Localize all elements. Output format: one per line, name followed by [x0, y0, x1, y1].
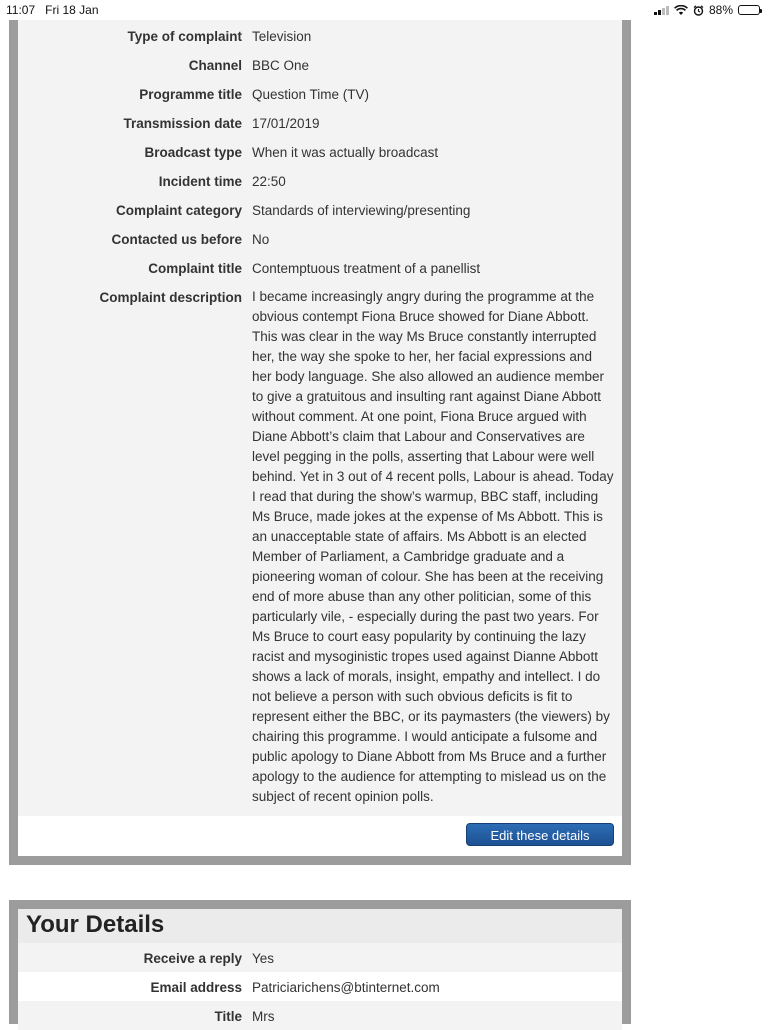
field-value: Television — [252, 29, 312, 44]
field-value: Patriciarichens@btinternet.com — [252, 980, 440, 995]
field-value: BBC One — [252, 58, 310, 73]
field-label: Title — [214, 1009, 242, 1024]
edit-details-button[interactable]: Edit these details — [466, 823, 614, 846]
complaint-summary-panel — [9, 20, 631, 865]
field-value: Standards of interviewing/presenting — [252, 203, 471, 218]
wifi-icon — [674, 5, 688, 16]
field-label: Broadcast type — [144, 145, 242, 160]
field-value: 22:50 — [252, 174, 286, 189]
field-row-channel — [18, 49, 622, 78]
field-value: Mrs — [252, 1009, 275, 1024]
status-indicators — [654, 3, 760, 17]
complaint-fields — [18, 20, 622, 816]
field-row-complaint-description — [18, 281, 622, 807]
field-row-email-address — [18, 972, 622, 1001]
field-row-complaint-title — [18, 252, 622, 281]
field-row-type-of-complaint — [18, 20, 622, 49]
field-value: 17/01/2019 — [252, 116, 320, 131]
battery-percent: 88% — [708, 3, 733, 17]
status-bar — [0, 0, 768, 20]
battery-icon — [738, 5, 760, 15]
field-row-broadcast-type — [18, 136, 622, 165]
section-heading: Your Details — [18, 909, 622, 943]
field-label: Complaint title — [148, 261, 242, 276]
field-label: Contacted us before — [111, 232, 242, 247]
field-value: Contemptuous treatment of a panellist — [252, 261, 481, 276]
field-label: Channel — [188, 58, 242, 73]
field-row-incident-time — [18, 165, 622, 194]
field-label: Programme title — [139, 87, 242, 102]
field-row-receive-a-reply — [18, 943, 622, 972]
field-row-transmission-date — [18, 107, 622, 136]
field-value: Question Time (TV) — [252, 87, 370, 102]
field-row-title — [18, 1001, 622, 1030]
button-bar — [18, 816, 622, 856]
field-value: Yes — [252, 951, 275, 966]
field-value: No — [252, 232, 270, 247]
field-label: Transmission date — [123, 116, 242, 131]
field-row-contacted-us-before — [18, 223, 622, 252]
field-row-programme-title — [18, 78, 622, 107]
complaint-description-text: I became increasingly angry during the programme at the obvious contempt Fiona Bruce showed for Diane Abbott. This was clear in the way Ms Bruce constantly interrupted her, the way she spoke to her, her facial expressions and her body language. She also allowed an audience member to give a gratuitous and insulting rant against Diane Abbott without comment. At one point, Fiona Bruce argued with Diane Abbott’s claim that Labour and Conservatives are level pegging in the polls, asserting that Labour were well behind. Yet in 3 out of 4 recent polls, Labour is ahead. Today I read that during the show’s warmup, BBC staff, including Ms Bruce, made jokes at the expense of Ms Abbott. This is an unacceptable state of affairs. Ms Abbott is an elected Member of Parliament, a Cambridge graduate and a pioneering woman of colour. She has been at the receiving end of more abuse than any other politician, some of this particularly vile, - especially during the past two years. For Ms Bruce to court easy popularity by continuing the lazy racist and mysoginistic tropes used against Dianne Abbott shows a lack of morals, insight, empathy and intellect. I do not believe a person with such obvious deficits is fit to represent either the BBC, or its paymasters (the viewers) by chairing this programme. I would anticipate a fulsome and public apology to Diane Abbott from Ms Bruce and a further apology to the audience for attempting to mislead us on the subject of recent opinion polls. — [252, 289, 614, 804]
alarm-icon — [693, 5, 704, 16]
status-date: Fri 18 Jan — [45, 3, 99, 17]
field-row-complaint-category — [18, 194, 622, 223]
field-label: Complaint description — [99, 290, 242, 305]
field-label: Complaint category — [115, 203, 242, 218]
status-time-date — [6, 3, 99, 17]
your-details-panel — [9, 900, 631, 1024]
status-time: 11:07 — [6, 3, 36, 17]
cellular-signal-icon — [654, 5, 669, 15]
field-label: Receive a reply — [143, 951, 242, 966]
field-label: Type of complaint — [127, 29, 242, 44]
field-label: Email address — [150, 980, 242, 995]
field-value: When it was actually broadcast — [252, 145, 439, 160]
field-label: Incident time — [158, 174, 242, 189]
